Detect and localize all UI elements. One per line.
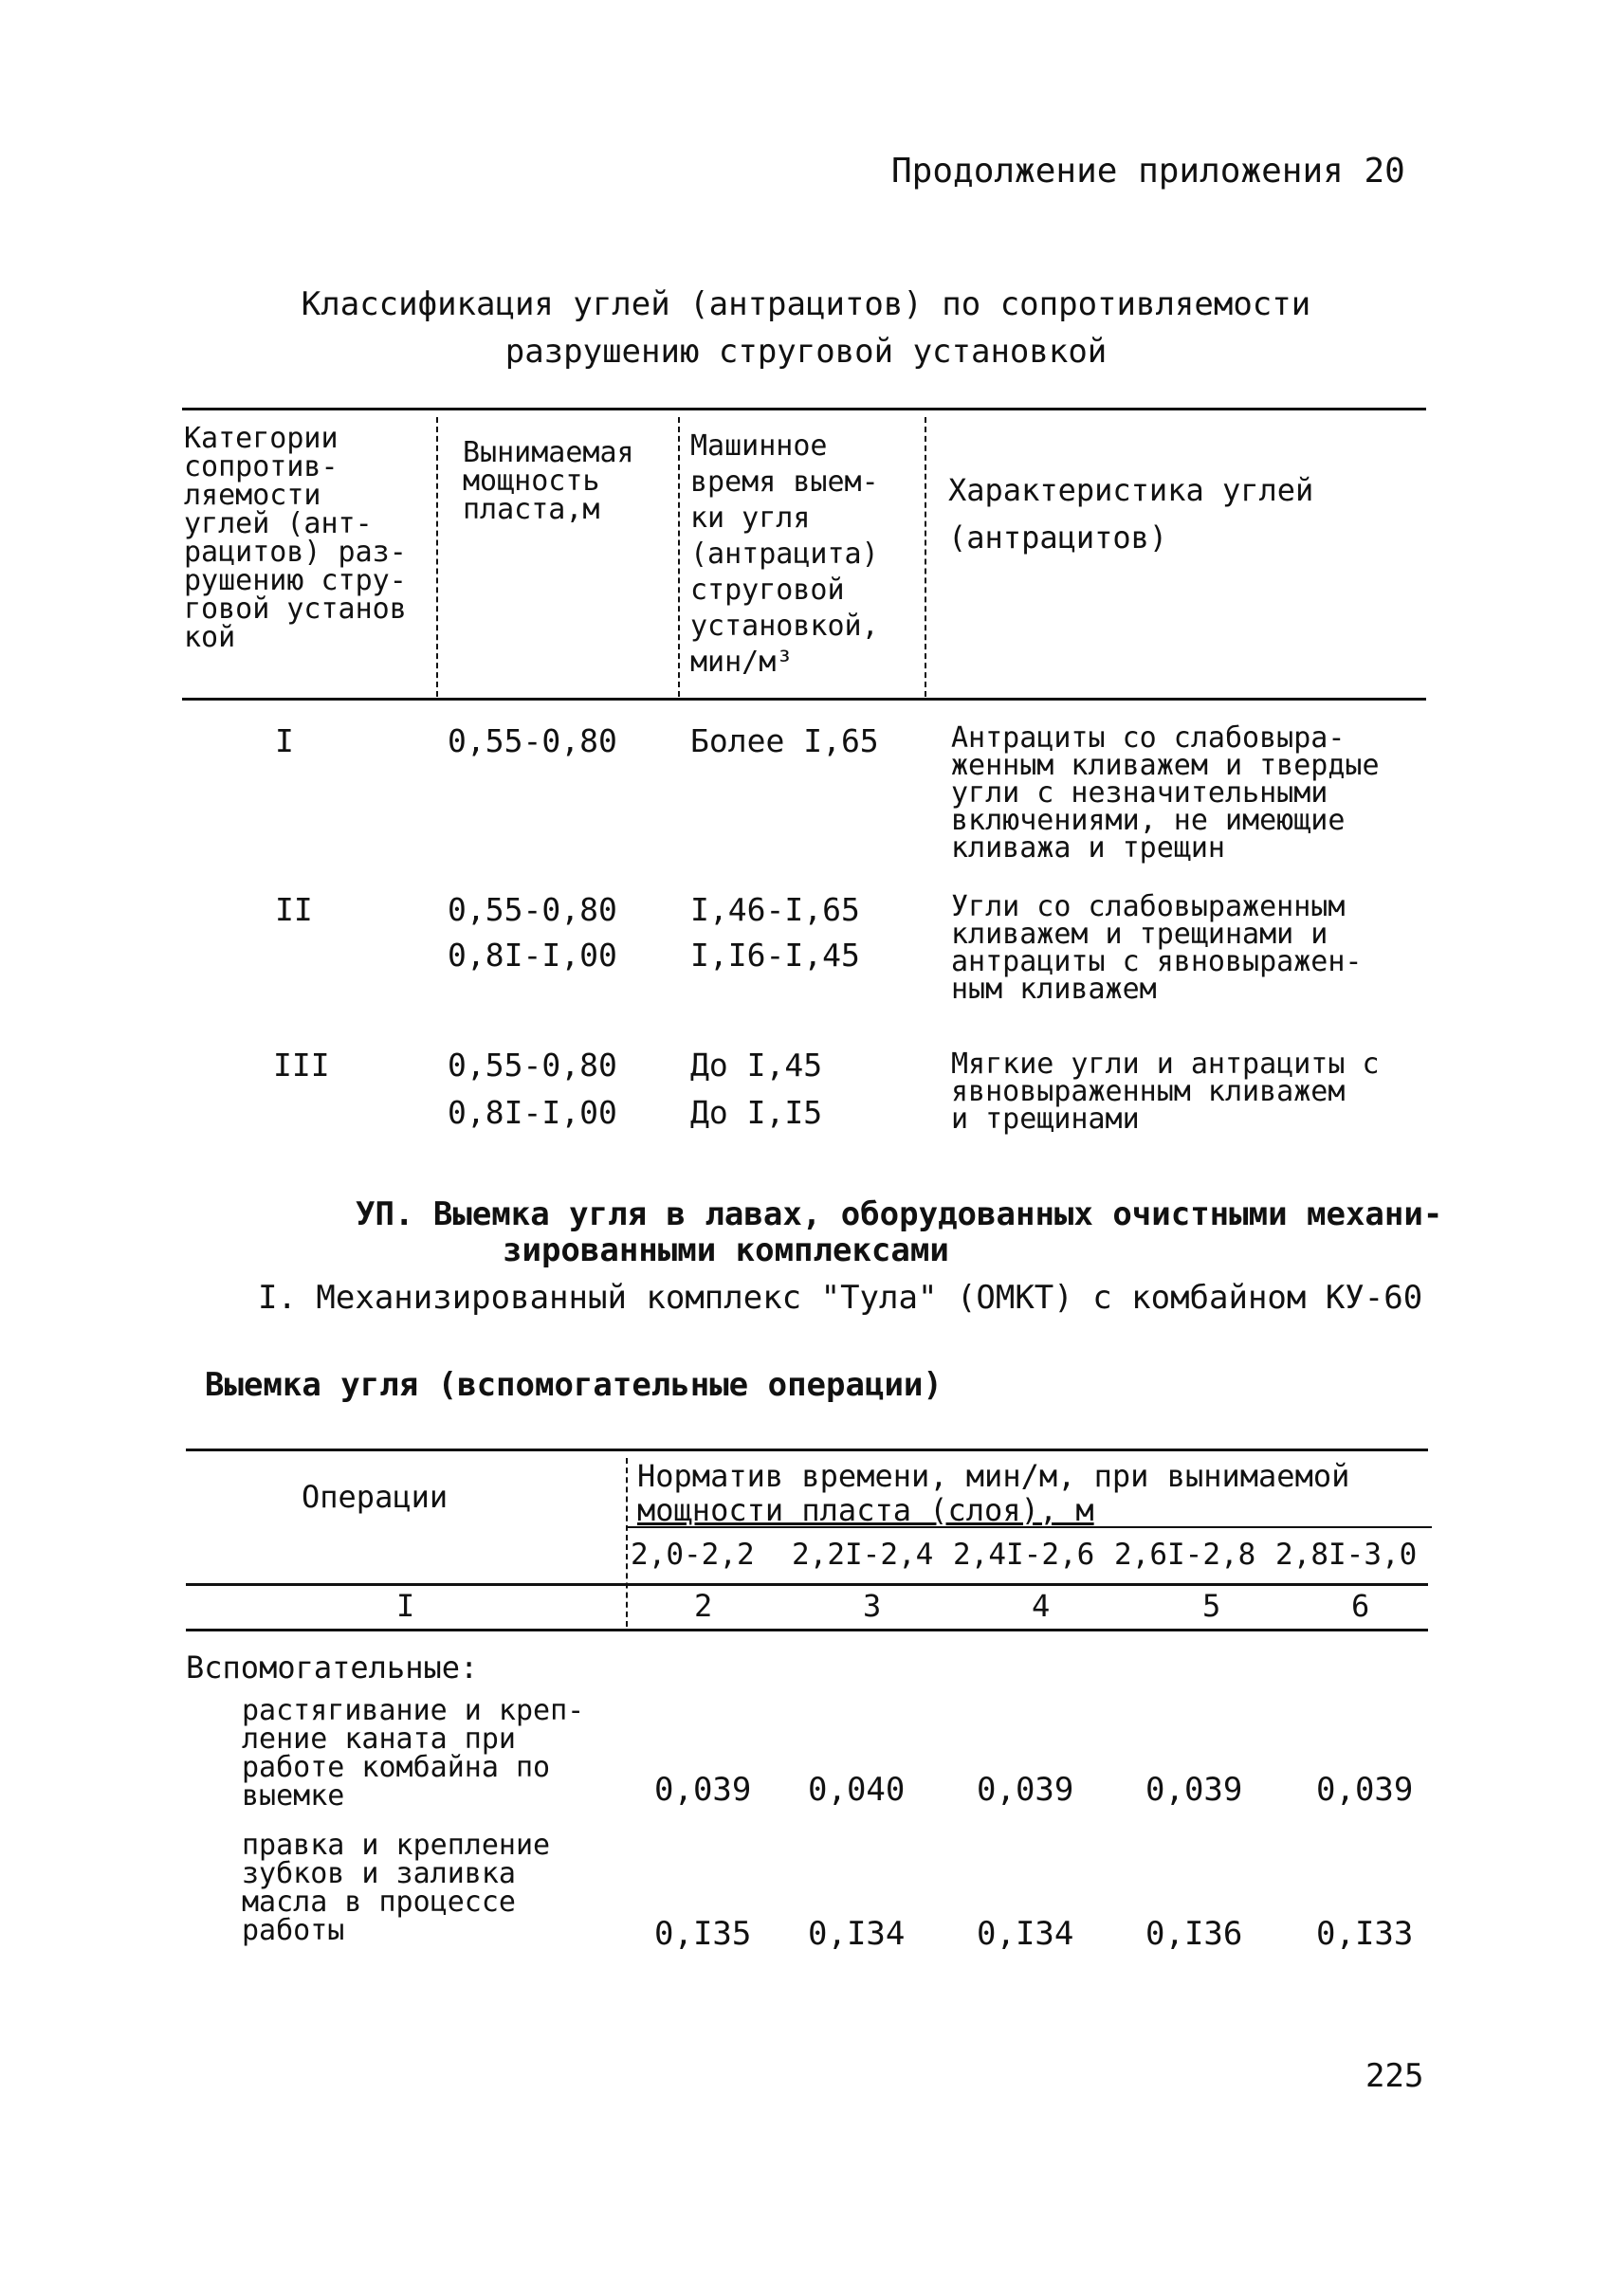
table2-row2-value-4: 0,I36 <box>1145 1915 1243 1953</box>
table2-range-2: 2,2I-2,4 <box>792 1538 934 1572</box>
table2-colnum-3: 3 <box>863 1588 882 1624</box>
table2-header-rule <box>186 1583 1428 1586</box>
table2-colnum-6: 6 <box>1351 1588 1370 1624</box>
table2-row1-operation: растягивание и креп- ление каната при работе комбайна по выемке <box>242 1694 585 1813</box>
table2-colnum-1: I <box>396 1588 415 1624</box>
table1-row2-category: II <box>275 891 313 928</box>
table1-header-rule <box>182 698 1426 701</box>
table2-range-5: 2,8I-3,0 <box>1275 1538 1418 1572</box>
table1-title-line1: Классификация углей (антрацитов) по сопротивляемости <box>301 285 1311 323</box>
table1-top-rule <box>182 408 1426 410</box>
page-header: Продолжение приложения 20 <box>891 152 1405 191</box>
table2-col-divider <box>626 1458 628 1627</box>
table2-row1-value-2: 0,040 <box>808 1771 906 1809</box>
table2-row2-value-2: 0,I34 <box>808 1915 906 1953</box>
table2-group-label: Вспомогательные: <box>186 1649 479 1686</box>
table2-range-3: 2,4I-2,6 <box>953 1538 1095 1572</box>
table1-row3-thickness-2: 0,8I-I,00 <box>448 1094 617 1131</box>
table2-top-rule <box>186 1449 1428 1451</box>
table1-row3-description: Мягкие угли и антрациты с явновыраженным кливажем и трещинами <box>951 1048 1380 1136</box>
table2-colnum-2: 2 <box>694 1588 713 1624</box>
table2-colnum-5: 5 <box>1202 1588 1221 1624</box>
table2-colnum-4: 4 <box>1032 1588 1051 1624</box>
table2-header-norm-line2: мощности пласта (слоя), м <box>637 1492 1094 1528</box>
table1-row1-description: Антрациты со слабовыра- женным кливажем и твердые угли с незначительными включениями, не имеющие кливажа и трещин <box>951 721 1380 865</box>
table2-row2-value-5: 0,I33 <box>1316 1915 1414 1953</box>
table2-row1-value-5: 0,039 <box>1316 1771 1414 1809</box>
page-number: 225 <box>1365 2057 1424 2095</box>
table1-header-thickness: Вынимаемая мощность пласта,м <box>463 436 634 526</box>
table1-col-divider <box>436 417 438 697</box>
table2-row2-value-1: 0,I35 <box>654 1915 752 1953</box>
table1-row3-time-1: До I,45 <box>690 1047 823 1084</box>
table2-numbers-rule <box>186 1629 1428 1631</box>
table1-header-characteristic: Характеристика углей (антрацитов) <box>948 472 1314 556</box>
table2-header-operations: Операции <box>302 1479 449 1515</box>
table1-header-time: Машинное время выем- ки угля (антрацита) струговой установкой, мин/м³ <box>690 429 879 679</box>
table1-row1-time: Более I,65 <box>690 722 879 759</box>
table1-title-line2: разрушению струговой установкой <box>504 333 1108 371</box>
table1-col-divider <box>925 417 926 697</box>
table2-title: Выемка угля (вспомогательные операции) <box>205 1366 943 1404</box>
table1-row2-thickness-2: 0,8I-I,00 <box>448 937 617 974</box>
section-heading-line2: зированными комплексами <box>503 1231 949 1269</box>
table1-row3-category: III <box>273 1047 330 1084</box>
table2-range-4: 2,6I-2,8 <box>1114 1538 1256 1572</box>
table1-row2-time-1: I,46-I,65 <box>690 891 860 928</box>
table2-row1-value-4: 0,039 <box>1145 1771 1243 1809</box>
table1-row1-category: I <box>275 722 294 759</box>
section-heading-line1: УП. Выемка угля в лавах, оборудованных очистными механи- <box>356 1195 1443 1233</box>
table1-row2-thickness-1: 0,55-0,80 <box>448 891 617 928</box>
table2-row2-value-3: 0,I34 <box>977 1915 1074 1953</box>
table1-row2-description: Угли со слабовыраженным кливажем и трещинами и антрациты с явновыражен- ным кливажем <box>951 890 1363 1006</box>
table2-header-norm-line1: Норматив времени, мин/м, при вынимаемой <box>637 1458 1350 1494</box>
table1-row3-time-2: До I,I5 <box>690 1094 823 1131</box>
table1-row2-time-2: I,I6-I,45 <box>690 937 860 974</box>
table1-header-category: Категории сопротив- ляемости углей (ант- рацитов) раз- рушению стру- говой установ кой <box>184 422 407 654</box>
table1-row1-thickness: 0,55-0,80 <box>448 722 617 759</box>
section-subheading: I. Механизированный комплекс "Тула" (ОМКТ) с комбайном КУ-60 <box>258 1279 1423 1317</box>
table2-range-1: 2,0-2,2 <box>631 1538 755 1572</box>
table2-row1-value-1: 0,039 <box>654 1771 752 1809</box>
table2-row1-value-3: 0,039 <box>977 1771 1074 1809</box>
table2-row2-operation: правка и крепление зубков и заливка масла в процессе работы <box>242 1829 551 1947</box>
table1-row3-thickness-1: 0,55-0,80 <box>448 1047 617 1084</box>
table1-col-divider <box>678 417 680 697</box>
